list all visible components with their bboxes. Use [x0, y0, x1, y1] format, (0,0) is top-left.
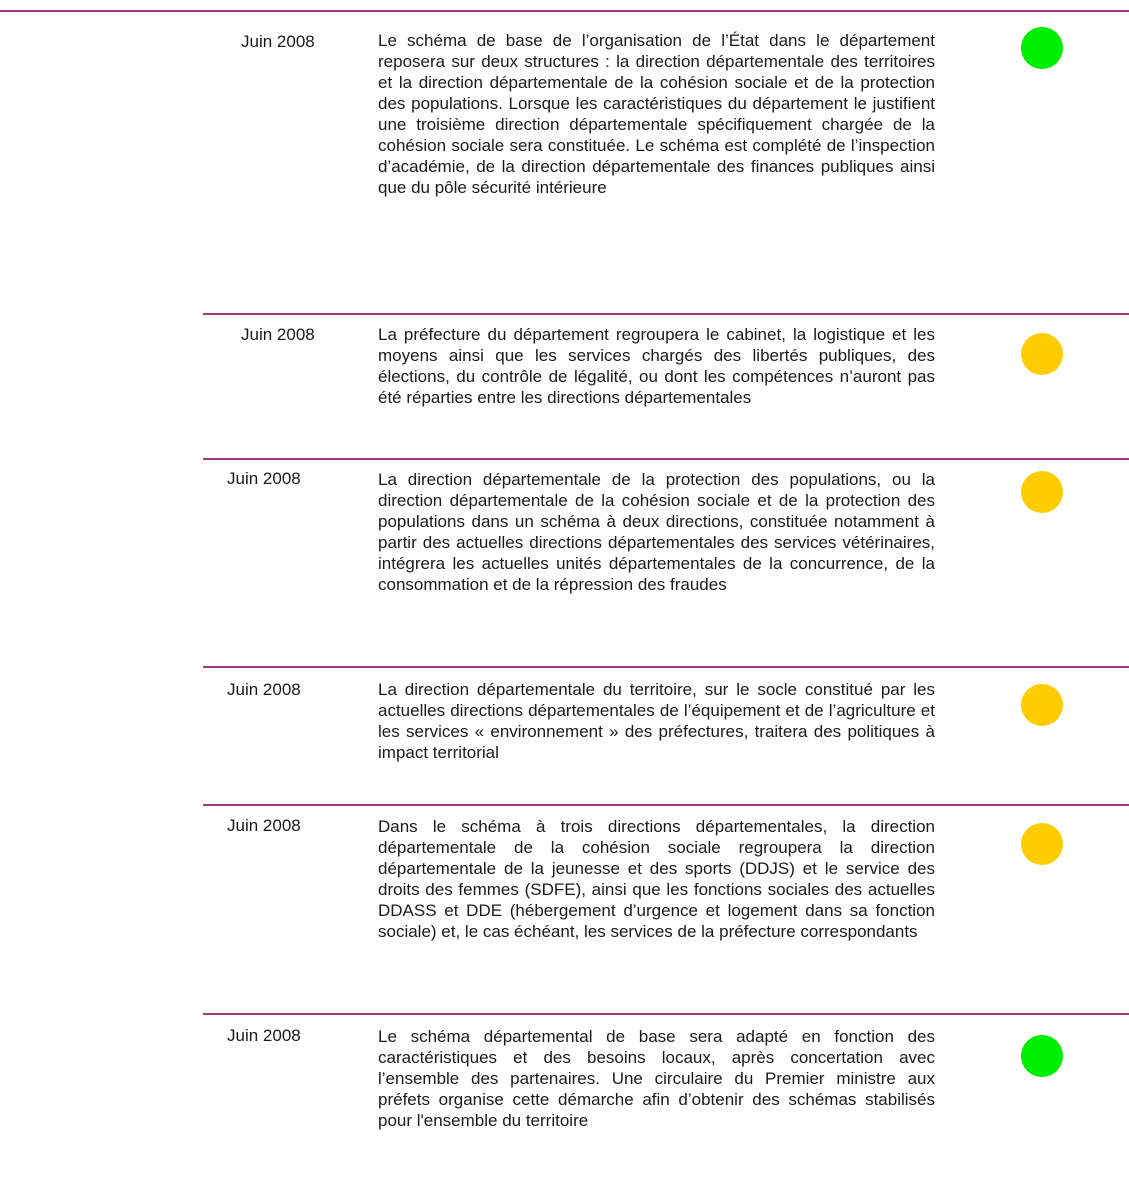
row-divider	[203, 1013, 1129, 1015]
row-measure-text: Dans le schéma à trois directions départementales, la direction départementale de la cohésion sociale regroupera la direction départementale de la jeunesse et des sports (DDJS) et le service des droits des femmes (SDFE), ainsi que les fonctions sociales des actuelles DDASS et DDE (hébergement d’urgence et logement dans sa fonction sociale) et, le cas échéant, les services de la préfecture correspondants	[378, 817, 935, 941]
row-divider	[203, 458, 1129, 460]
row-date: Juin 2008	[241, 325, 315, 344]
status-indicator-green	[1021, 27, 1063, 69]
row-date: Juin 2008	[227, 469, 301, 488]
status-indicator-green	[1021, 1035, 1063, 1077]
row-measure-text: La direction départementale du territoire, sur le socle constitué par les actuelles directions départementales de l’équipement et de l’agriculture et les services « environnement » des préfectures, traitera des politiques à impact territorial	[378, 680, 935, 762]
row-measure-text: La préfecture du département regroupera le cabinet, la logistique et les moyens ainsi que les services chargés des libertés publiques, des élections, du contrôle de légalité, ou dont les compétences n’auront pas été réparties entre les directions départementales	[378, 325, 935, 407]
row-date: Juin 2008	[241, 32, 315, 51]
status-indicator-orange	[1021, 471, 1063, 513]
row-date: Juin 2008	[227, 816, 301, 835]
row-measure-text: Le schéma départemental de base sera adapté en fonction des caractéristiques et des besoins locaux, après concertation avec l’ensemble des partenaires. Une circulaire du Premier ministre aux préfets organise cette démarche afin d’obtenir des schémas stabilisés pour l'ensemble du territoire	[378, 1027, 935, 1130]
status-indicator-orange	[1021, 333, 1063, 375]
status-indicator-orange	[1021, 823, 1063, 865]
row-divider	[203, 666, 1129, 668]
row-date: Juin 2008	[227, 680, 301, 699]
status-indicator-orange	[1021, 684, 1063, 726]
top-divider	[0, 10, 1129, 12]
row-measure-text: La direction départementale de la protection des populations, ou la direction départementale de la cohésion sociale et de la protection des populations dans un schéma à deux directions, constituée notamment à partir des actuelles directions départementales des services vétérinaires, intégrera les actuelles unités départementales de la concurrence, de la consommation et de la répression des fraudes	[378, 470, 935, 594]
row-divider	[203, 313, 1129, 315]
row-divider	[203, 804, 1129, 806]
row-date: Juin 2008	[227, 1026, 301, 1045]
row-measure-text: Le schéma de base de l’organisation de l’État dans le département reposera sur deux structures : la direction départementale des territoires et la direction départementale de la cohésion sociale et de la protection des populations. Lorsque les caractéristiques du département le justifient une troisième direction départementale spécifiquement chargée de la cohésion sociale sera constituée. Le schéma est complété de l’inspection d’académie, de la direction départementale des finances publiques ainsi que du pôle sécurité intérieure	[378, 31, 935, 197]
